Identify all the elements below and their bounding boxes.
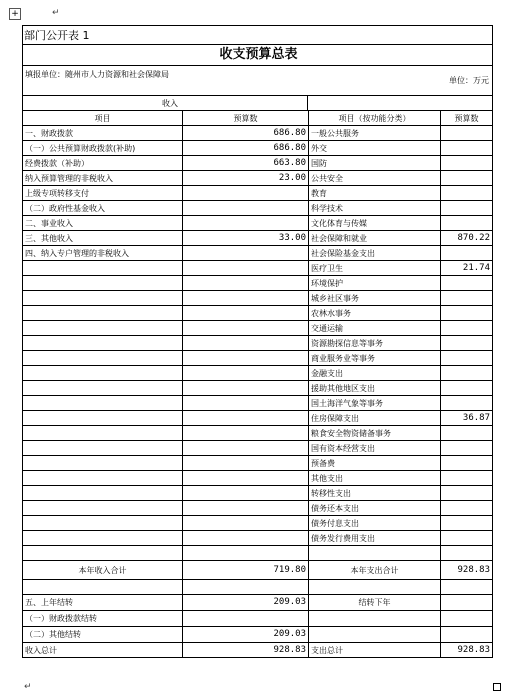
expense-item-value (440, 395, 493, 410)
income-item-value: 686.80 (182, 125, 308, 140)
income-item-label (22, 290, 182, 305)
table-row (22, 470, 493, 485)
income-item-label: 经费拨款（补助） (22, 155, 182, 170)
income-item-value (182, 500, 308, 515)
income-item-value (182, 200, 308, 215)
income-item-value (182, 335, 308, 350)
income-item-label (22, 395, 182, 410)
income-item-value (182, 485, 308, 500)
income-item-value (182, 350, 308, 365)
fiscal-carryover-row (22, 610, 493, 626)
expense-item-label: 债务付息支出 (308, 515, 440, 530)
table-row (22, 455, 493, 470)
income-header: 收入 (22, 95, 182, 110)
income-item-value (182, 215, 308, 230)
expense-item-value (440, 425, 493, 440)
spacer-row (22, 579, 493, 594)
totals-row (22, 560, 493, 579)
expense-item-value (440, 350, 493, 365)
expense-item-label: 城乡社区事务 (308, 290, 440, 305)
income-item-label (22, 275, 182, 290)
income-item-value: 33.00 (182, 230, 308, 245)
expense-item-label: 资源勘探信息等事务 (308, 335, 440, 350)
column-header-row (22, 110, 493, 125)
table-body (22, 125, 493, 560)
carryover-row (22, 594, 493, 610)
expense-item-value (440, 500, 493, 515)
expense-item-value (440, 455, 493, 470)
table-row (22, 425, 493, 440)
income-item-value (182, 365, 308, 380)
income-item-value (182, 470, 308, 485)
expense-item-value (440, 200, 493, 215)
table-row (22, 230, 493, 245)
income-item-label: 三、其他收入 (22, 230, 182, 245)
move-anchor-icon[interactable]: + (9, 8, 21, 20)
expense-item-label: 文化体育与传媒 (308, 215, 440, 230)
expense-item-value (440, 485, 493, 500)
income-item-value (182, 245, 308, 260)
income-item-label (22, 470, 182, 485)
expense-grand-total-label: 支出总计 (308, 642, 440, 658)
expense-total-value: 928.83 (440, 560, 493, 579)
col-header-budget-2: 预算数 (440, 110, 493, 125)
expense-item-value (440, 305, 493, 320)
income-item-value: 663.80 (182, 155, 308, 170)
col-header-item-by-function: 项目（按功能分类） (308, 110, 440, 125)
expense-item-label: 金融支出 (308, 365, 440, 380)
income-item-value (182, 410, 308, 425)
expense-item-label: 交通运输 (308, 320, 440, 335)
expense-item-label: 转移性支出 (308, 485, 440, 500)
expense-item-label: 国有资本经营支出 (308, 440, 440, 455)
expense-item-label: 一般公共服务 (308, 125, 440, 140)
expense-item-label: 医疗卫生 (308, 260, 440, 275)
income-item-label (22, 260, 182, 275)
income-item-value (182, 305, 308, 320)
paragraph-mark-icon: ↵ (52, 8, 60, 18)
sheet-label: 部门公开表 1 (22, 25, 182, 44)
table-row (22, 245, 493, 260)
income-item-value (182, 440, 308, 455)
next-carryover-label: 结转下年 (308, 594, 440, 610)
table-row (22, 440, 493, 455)
expense-item-label: 国防 (308, 155, 440, 170)
table-row (22, 275, 493, 290)
table-row (22, 380, 493, 395)
other-carryover-value: 209.03 (182, 626, 308, 642)
expense-item-label: 商业服务业等事务 (308, 350, 440, 365)
income-item-label (22, 485, 182, 500)
expense-item-label: 环境保护 (308, 275, 440, 290)
table-row (22, 500, 493, 515)
expense-item-value (440, 290, 493, 305)
fiscal-carryover-label: （一）财政拨款结转 (22, 610, 182, 626)
grand-total-row (22, 642, 493, 658)
table-row (22, 365, 493, 380)
income-item-label (22, 380, 182, 395)
table-row (22, 140, 493, 155)
table-row (22, 260, 493, 275)
table-row (22, 320, 493, 335)
income-item-value: 23.00 (182, 170, 308, 185)
end-paragraph-mark-icon: ↵ (24, 682, 32, 692)
income-item-label (22, 335, 182, 350)
income-item-label (22, 425, 182, 440)
expense-item-label: 农林水事务 (308, 305, 440, 320)
table-row (22, 530, 493, 545)
income-item-label: 二、事业收入 (22, 215, 182, 230)
income-item-value (182, 395, 308, 410)
expense-item-value (440, 125, 493, 140)
expense-item-label: 社会保险基金支出 (308, 245, 440, 260)
sheet-label-row (22, 25, 493, 44)
income-item-label: （二）政府性基金收入 (22, 200, 182, 215)
expense-total-label: 本年支出合计 (308, 560, 440, 579)
table-row (22, 185, 493, 200)
expense-item-value (440, 380, 493, 395)
table-row (22, 545, 493, 560)
table-row (22, 410, 493, 425)
title-row (22, 44, 493, 65)
table-row (22, 290, 493, 305)
expense-item-value (440, 155, 493, 170)
expense-item-label: 教育 (308, 185, 440, 200)
expense-item-label: 公共安全 (308, 170, 440, 185)
income-item-label (22, 530, 182, 545)
income-item-label (22, 410, 182, 425)
table-row (22, 395, 493, 410)
income-item-label (22, 350, 182, 365)
other-carryover-label: （二）其他结转 (22, 626, 182, 642)
expense-item-label: 粮食安全物资储备事务 (308, 425, 440, 440)
expense-item-value (440, 470, 493, 485)
expense-item-label (308, 545, 440, 560)
other-carryover-row (22, 626, 493, 642)
expense-item-label: 住房保障支出 (308, 410, 440, 425)
expense-item-value (440, 530, 493, 545)
table-row (22, 515, 493, 530)
col-header-budget: 预算数 (182, 110, 308, 125)
table-row (22, 350, 493, 365)
income-item-value (182, 545, 308, 560)
expense-item-value: 870.22 (440, 230, 493, 245)
income-item-value: 686.80 (182, 140, 308, 155)
expense-item-label: 社会保障和就业 (308, 230, 440, 245)
income-item-value (182, 185, 308, 200)
income-item-value (182, 455, 308, 470)
income-item-label: 一、财政拨款 (22, 125, 182, 140)
expense-item-label: 科学技术 (308, 200, 440, 215)
income-grand-total-label: 收入总计 (22, 642, 182, 658)
expense-item-label: 援助其他地区支出 (308, 380, 440, 395)
income-item-label: 上级专项转移支付 (22, 185, 182, 200)
col-header-item: 项目 (22, 110, 182, 125)
table-row (22, 170, 493, 185)
income-item-label: （一）公共预算财政拨款(补助) (22, 140, 182, 155)
income-item-value (182, 290, 308, 305)
table-row (22, 485, 493, 500)
section-header-row (22, 95, 493, 110)
expense-item-value (440, 545, 493, 560)
table-row (22, 200, 493, 215)
income-item-label (22, 440, 182, 455)
expense-item-value (440, 515, 493, 530)
expense-item-label: 外交 (308, 140, 440, 155)
income-item-label (22, 455, 182, 470)
prev-carryover-label: 五、上年结转 (22, 594, 182, 610)
resize-handle-icon[interactable] (493, 683, 501, 691)
unit-label: 单位：万元 (440, 65, 493, 95)
table-row (22, 305, 493, 320)
income-item-value (182, 530, 308, 545)
income-item-label (22, 515, 182, 530)
expense-item-value: 36.87 (440, 410, 493, 425)
table-row (22, 125, 493, 140)
expense-item-label: 债务发行费用支出 (308, 530, 440, 545)
income-item-value (182, 425, 308, 440)
income-item-label (22, 320, 182, 335)
income-item-value (182, 380, 308, 395)
income-grand-total-value: 928.83 (182, 642, 308, 658)
expense-item-value (440, 335, 493, 350)
expense-item-value (440, 365, 493, 380)
expense-item-value (440, 185, 493, 200)
income-item-label: 纳入预算管理的非税收入 (22, 170, 182, 185)
filling-unit: 填报单位：随州市人力资源和社会保障局 (22, 65, 182, 95)
income-item-value (182, 275, 308, 290)
table-row (22, 335, 493, 350)
expense-grand-total-value: 928.83 (440, 642, 493, 658)
expense-item-value (440, 275, 493, 290)
expense-item-value (440, 140, 493, 155)
expense-item-label: 国土海洋气象等事务 (308, 395, 440, 410)
page-title: 收支预算总表 (219, 47, 298, 62)
expense-item-value: 21.74 (440, 260, 493, 275)
prev-carryover-value: 209.03 (182, 594, 308, 610)
income-total-label: 本年收入合计 (22, 560, 182, 579)
income-item-value (182, 260, 308, 275)
unit-row (22, 65, 493, 95)
expense-item-value (440, 440, 493, 455)
table-row (22, 155, 493, 170)
income-item-label: 四、纳入专户管理的非税收入 (22, 245, 182, 260)
income-item-label (22, 500, 182, 515)
income-total-value: 719.80 (182, 560, 308, 579)
income-item-value (182, 320, 308, 335)
income-item-label (22, 305, 182, 320)
expense-item-value (440, 245, 493, 260)
expense-item-value (440, 170, 493, 185)
budget-summary-table (22, 25, 493, 658)
expense-item-value (440, 215, 493, 230)
expense-item-label: 债务还本支出 (308, 500, 440, 515)
income-item-label (22, 365, 182, 380)
expense-item-label: 其他支出 (308, 470, 440, 485)
expense-item-label: 预备费 (308, 455, 440, 470)
expense-item-value (440, 320, 493, 335)
income-item-label (22, 545, 182, 560)
income-item-value (182, 515, 308, 530)
table-row (22, 215, 493, 230)
